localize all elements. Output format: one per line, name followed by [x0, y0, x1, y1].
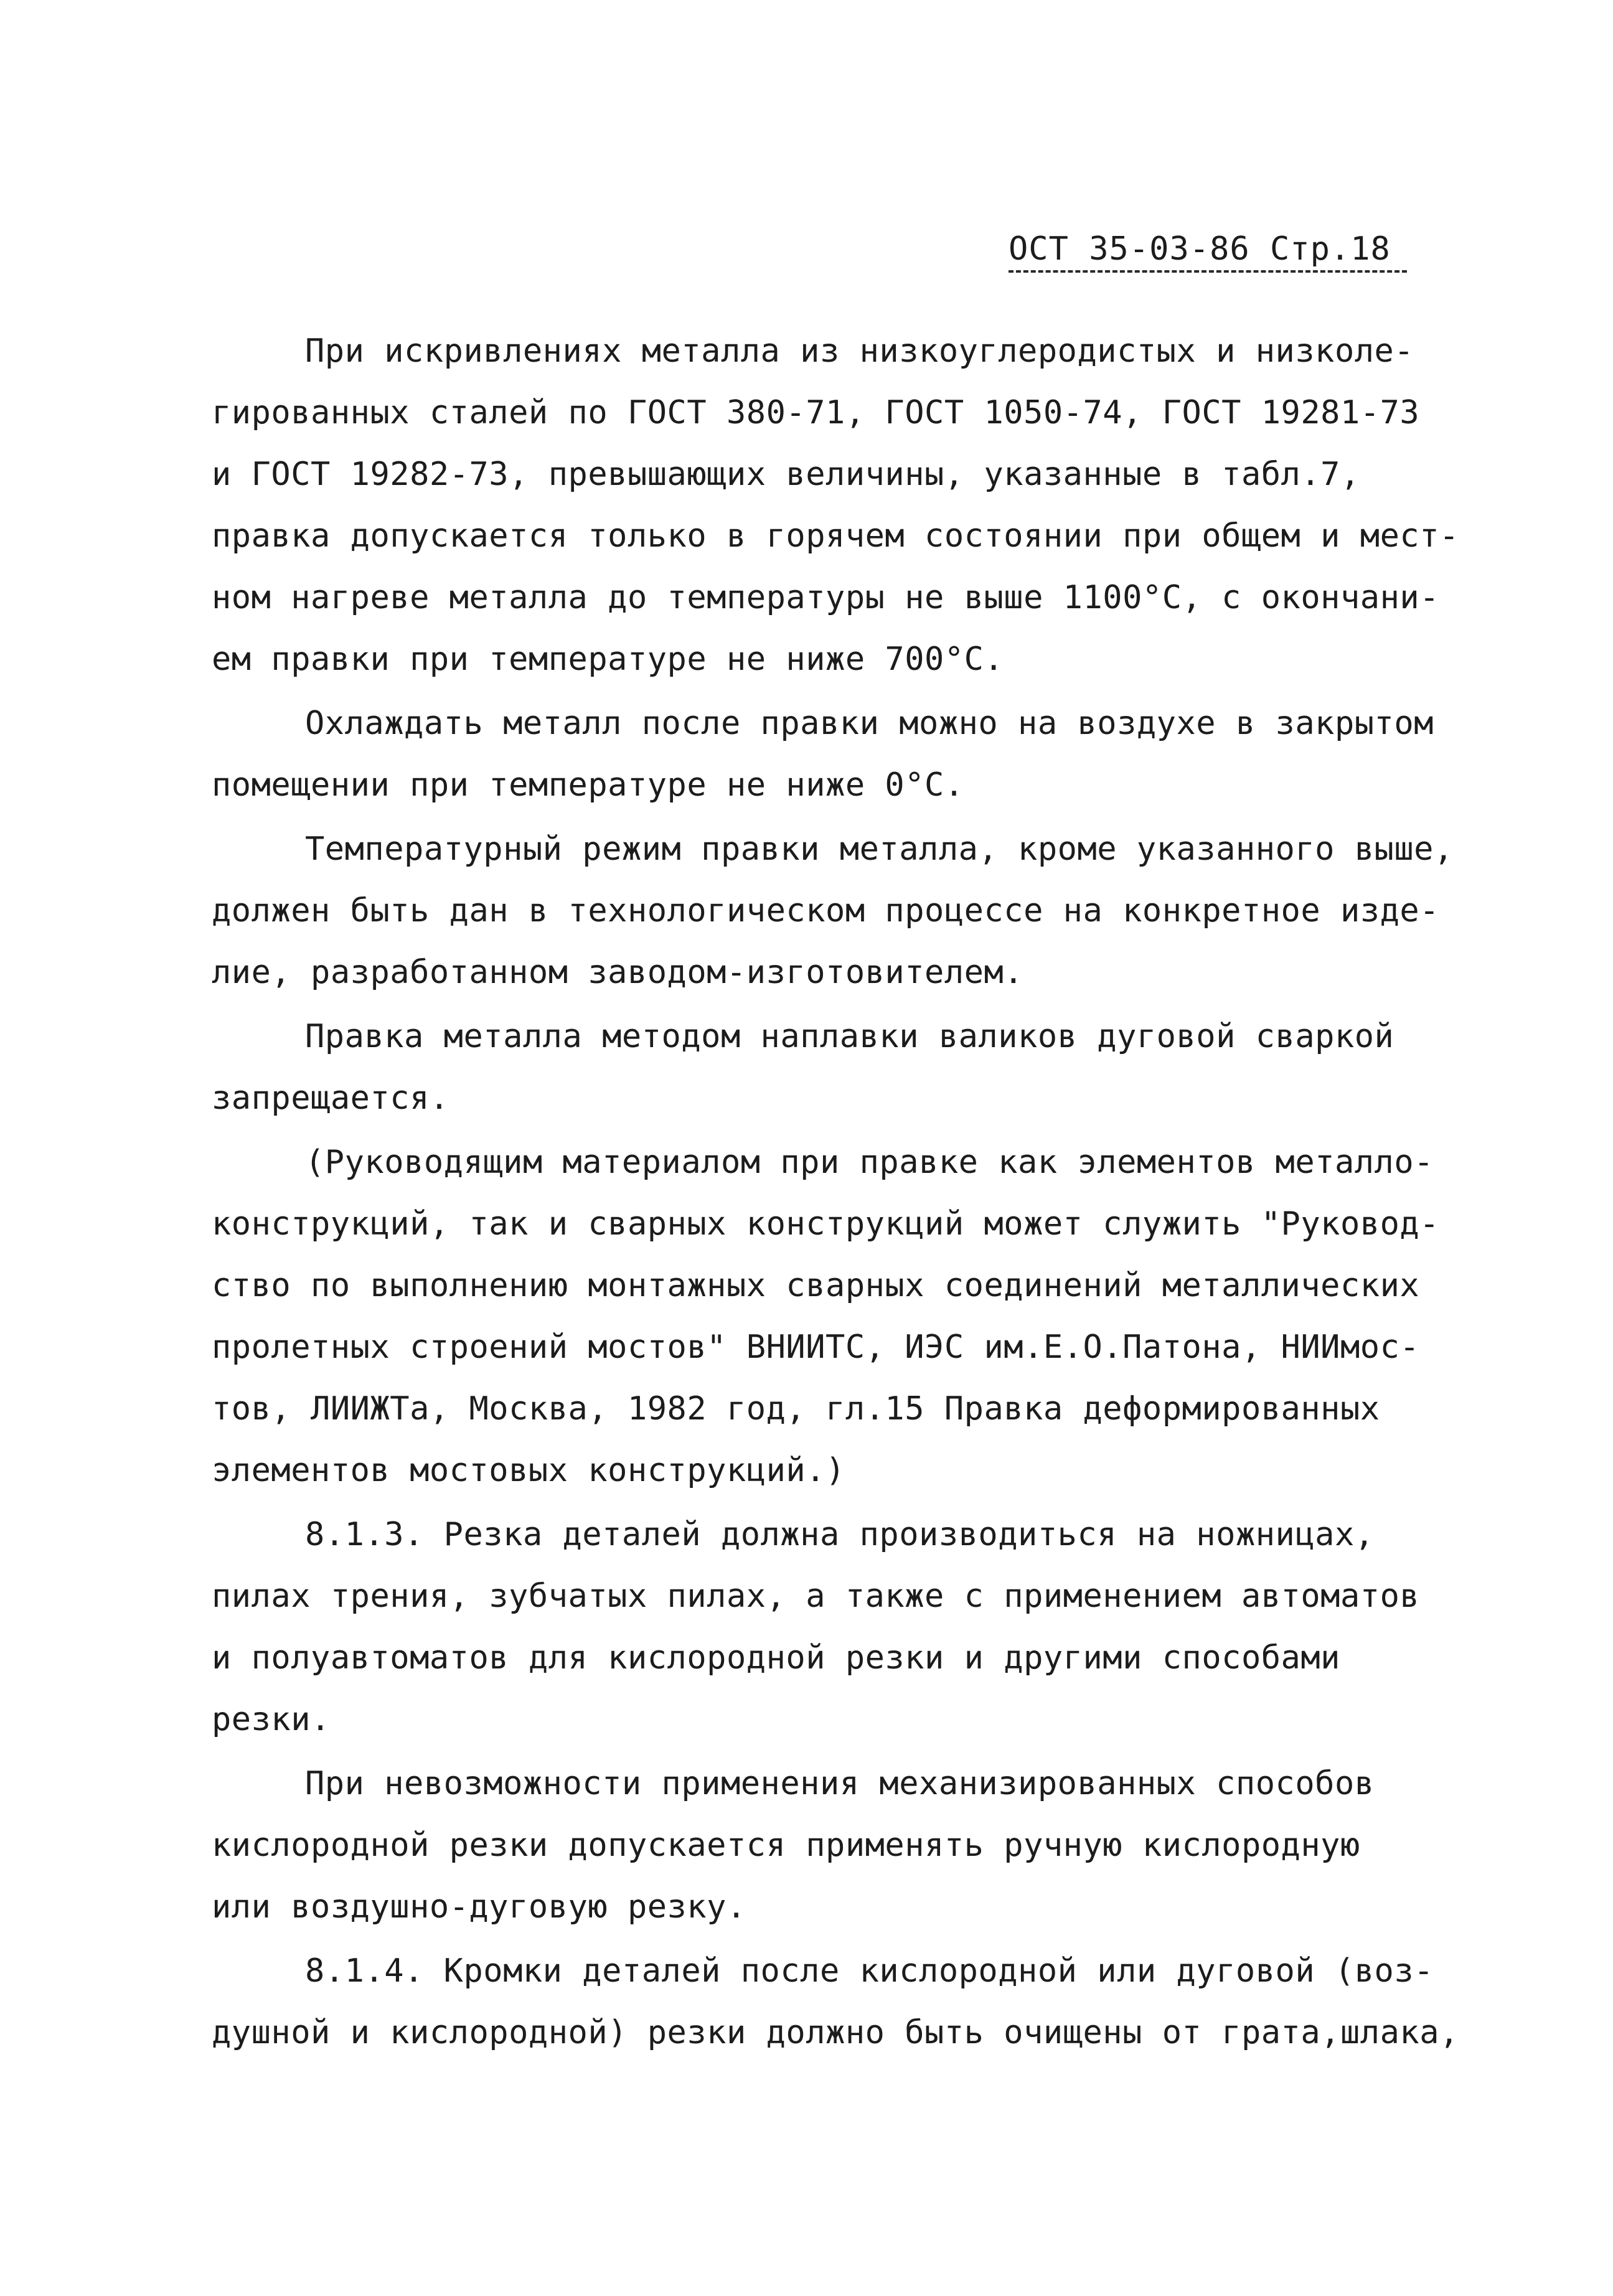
text-line: 8.1.4. Кромки деталей после кислородной или дуговой (воз- [305, 1952, 1434, 1990]
text-line: пролетных строений мостов" ВНИИТС, ИЭС им.Е.О.Патона, НИИмос- [212, 1329, 1420, 1366]
text-line: кислородной резки допускается применять ручную кислородную [212, 1827, 1360, 1864]
text-line: При искривлениях металла из низкоуглеродистых и низколе- [305, 332, 1414, 370]
text-line: (Руководящим материалом при правке как элементов металло- [305, 1144, 1434, 1181]
text-line: ном нагреве металла до температуры не выше 1100°С, с окончани- [212, 579, 1440, 616]
paragraph-8-1-4 [212, 1941, 1459, 2064]
text-line: должен быть дан в технологическом процессе на конкретное изде- [212, 892, 1440, 929]
paragraph-temperature-mode [212, 819, 1454, 1004]
paragraph-8-1-3 [212, 1504, 1444, 1751]
text-line: или воздушно-дуговую резку. [212, 1888, 746, 1926]
text-line: и ГОСТ 19282-73, превышающих величины, указанные в табл.7, [212, 456, 1360, 493]
text-line: ство по выполнению монтажных сварных соединений металлических [212, 1267, 1420, 1304]
text-line: резки. [212, 1701, 331, 1738]
text-line: правка допускается только в горячем состоянии при общем и мест- [212, 517, 1459, 555]
text-line: и полуавтоматов для кислородной резки и другими способами [212, 1639, 1340, 1677]
text-line: Охлаждать металл после правки можно на воздухе в закрытом [305, 705, 1434, 742]
paragraph-prohibition [212, 1006, 1444, 1129]
text-line: помещении при температуре не ниже 0°С. [212, 766, 964, 804]
text-line: элементов мостовых конструкций.) [212, 1452, 845, 1489]
text-line: конструкций, так и сварных конструкций может служить "Руковод- [212, 1205, 1440, 1243]
text-line: лие, разработанном заводом-изготовителем. [212, 954, 1024, 991]
page-header [1009, 230, 1407, 273]
text-line: тов, ЛИИЖТа, Москва, 1982 год, гл.15 Правка деформированных [212, 1390, 1380, 1428]
paragraph-cooling [212, 693, 1444, 816]
text-line: пилах трения, зубчатых пилах, а также с применением автоматов [212, 1578, 1420, 1615]
document-body [212, 321, 1459, 2064]
paragraph-manual-cutting [212, 1753, 1444, 1938]
paragraph-guidance-reference [212, 1132, 1444, 1502]
text-line: 8.1.3. Резка деталей должна производиться на ножницах, [305, 1516, 1375, 1553]
text-line: Температурный режим правки металла, кроме указанного выше, [305, 830, 1454, 868]
text-line: запрещается. [212, 1080, 449, 1117]
document-code: ОСТ 35-03-86 Стр.18 [1009, 230, 1391, 268]
text-line: гированных сталей по ГОСТ 380-71, ГОСТ 1050-74, ГОСТ 19281-73 [212, 394, 1420, 431]
text-line: ем правки при температуре не ниже 700°С. [212, 641, 1004, 678]
text-line: душной и кислородной) резки должно быть очищены от грата,шлака, [212, 2014, 1459, 2051]
paragraph-hot-straightening [212, 321, 1459, 690]
text-line: Правка металла методом наплавки валиков дуговой сваркой [305, 1018, 1394, 1055]
text-line: При невозможности применения механизированных способов [305, 1765, 1375, 1802]
